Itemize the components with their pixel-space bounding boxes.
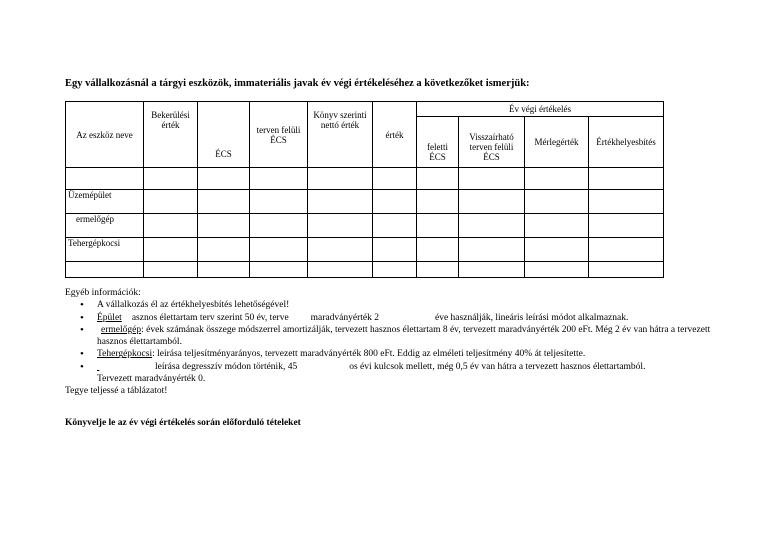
list-item: • A vállalkozás él az értékhelyesbítés lehetőségével!	[97, 299, 715, 311]
table-row	[66, 214, 664, 238]
table-row	[66, 262, 664, 278]
row-label	[66, 262, 144, 278]
header-ecs: ÉCS	[198, 102, 250, 168]
header-value: érték	[373, 102, 417, 168]
blank-asset-name	[97, 361, 155, 373]
info-list	[65, 299, 715, 385]
table-row	[66, 168, 664, 190]
header-year-end-valuation: Év végi értékelés	[417, 102, 664, 117]
machine-label: ermelőgép	[101, 324, 142, 335]
valuation-table	[65, 101, 664, 278]
list-item: • ermelőgép: évek számának összege módszerrel amortizálják, tervezett hasznos élettartam 8 év, tervezett maradványérték 200 eFt. Még 2 év van hátra a tervezett hasznos élettartamból.	[97, 324, 715, 349]
list-item: • leírása degresszív módon történik, 45 os évi kulcsok mellett, még 0,5 év van hátra a tervezett hasznos élettartamból. Tervezett maradványérték 0.	[97, 361, 715, 386]
table-row	[66, 238, 664, 262]
row-label	[66, 168, 144, 190]
header-balance-value: Mérlegérték	[525, 117, 589, 168]
info-heading: Egyéb információk:	[65, 288, 141, 298]
table-row	[66, 190, 664, 214]
other-information	[65, 287, 715, 398]
row-label: Üzemépület	[66, 190, 144, 214]
header-asset-name: Az eszköz neve	[66, 102, 144, 168]
header-cost: Bekerülési érték	[144, 102, 198, 168]
intro-heading: Egy vállalkozásnál a tárgyi eszközök, immateriális javak év végi értékeléséhez a következőket ismerjük:	[65, 78, 530, 89]
list-item: • Tehergépkocsi: leírása teljesítményarányos, tervezett maradványérték 800 eFt. Eddig az elméleti teljesítmény 40% át teljesítette.	[97, 348, 715, 360]
header-book-value: Könyv szerinti nettó érték	[308, 102, 373, 168]
building-label: Épület	[97, 312, 122, 323]
closing-instruction: Tegye teljessé a táblázatot!	[65, 386, 168, 397]
list-item: • Épület asznos élettartam terv szerint 50 év, terve maradványérték 2 éve használják, lineáris leírási módot alkalmaznak.	[97, 312, 715, 324]
row-label: Tehergépkocsi	[66, 238, 144, 262]
row-label: ermelőgép	[66, 214, 144, 238]
header-revaluation: Értékhelyesbítés	[589, 117, 664, 168]
header-above-ecs: feletti ÉCS	[417, 117, 459, 168]
header-planned-ecs: terven felüli ÉCS	[250, 102, 308, 168]
header-reversal-ecs: Visszaírható terven felüli ÉCS	[459, 117, 525, 168]
truck-label: Tehergépkocsi	[97, 349, 153, 360]
task-heading: Könyvelje le az év végi értékelés során előforduló tételeket	[65, 418, 301, 428]
